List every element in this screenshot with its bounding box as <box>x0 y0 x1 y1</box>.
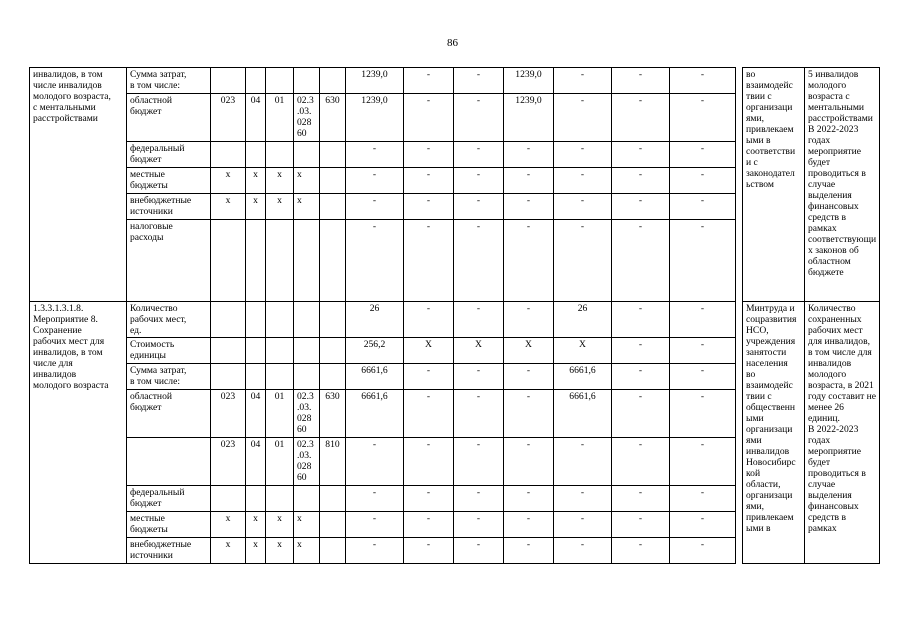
cell-y2018: - <box>454 220 504 302</box>
cell-y2017: - <box>404 390 454 438</box>
cell-grbs: х <box>211 168 246 194</box>
cell-y2022: - <box>670 220 736 302</box>
cell-y2019: - <box>504 438 554 486</box>
cell-y2021: - <box>612 194 670 220</box>
cell-y2020: - <box>554 538 612 564</box>
executor-cell: Минтруда и соцразвития НСО, учреждения занятости населения во взаимодейс твии с общественн ыми организаци ями инвалидов Новосибирс кой области, организаци ями, привлекаем ыми в <box>743 302 805 564</box>
cell-pr <box>266 220 294 302</box>
gap-cell <box>736 302 743 338</box>
cell-rz: 04 <box>246 438 266 486</box>
cell-rz: х <box>246 168 266 194</box>
cell-total: 6661,6 <box>346 390 404 438</box>
funding-source-label: внебюджетные источники <box>127 194 211 220</box>
cell-y2020: - <box>554 142 612 168</box>
cell-csr: х <box>294 168 320 194</box>
cell-y2019: 1239,0 <box>504 68 554 94</box>
cell-pr: 01 <box>266 438 294 486</box>
cell-rz: 04 <box>246 390 266 438</box>
cell-y2021: - <box>612 364 670 390</box>
cell-y2018: - <box>454 538 504 564</box>
cell-y2021: - <box>612 142 670 168</box>
cell-y2019: Х <box>504 338 554 364</box>
cell-total: - <box>346 438 404 486</box>
cell-y2020: 26 <box>554 302 612 338</box>
cell-vr <box>320 302 346 338</box>
cell-rz: х <box>246 194 266 220</box>
cell-rz: х <box>246 538 266 564</box>
cell-y2021: - <box>612 512 670 538</box>
cell-csr <box>294 338 320 364</box>
cell-y2018: - <box>454 438 504 486</box>
cell-grbs <box>211 364 246 390</box>
cell-y2018: - <box>454 390 504 438</box>
cell-csr: х <box>294 538 320 564</box>
cell-csr: х <box>294 512 320 538</box>
cell-grbs: 023 <box>211 94 246 142</box>
gap-cell <box>736 438 743 486</box>
cell-y2018: - <box>454 142 504 168</box>
cell-y2019: - <box>504 220 554 302</box>
cell-rz <box>246 302 266 338</box>
cell-pr <box>266 302 294 338</box>
cell-y2018: Х <box>454 338 504 364</box>
cell-vr: 630 <box>320 390 346 438</box>
cell-pr: х <box>266 512 294 538</box>
cell-csr: 02.3 .03. 028 60 <box>294 438 320 486</box>
cell-y2018: - <box>454 512 504 538</box>
cell-y2022: - <box>670 512 736 538</box>
cell-y2020: 6661,6 <box>554 390 612 438</box>
cell-y2019: - <box>504 302 554 338</box>
cell-grbs: х <box>211 194 246 220</box>
cell-y2017: - <box>404 438 454 486</box>
cell-y2022: - <box>670 194 736 220</box>
cell-y2022: - <box>670 94 736 142</box>
cell-y2018: - <box>454 302 504 338</box>
cell-y2019: - <box>504 142 554 168</box>
funding-source-label: местные бюджеты <box>127 512 211 538</box>
cell-pr: х <box>266 538 294 564</box>
cell-vr <box>320 194 346 220</box>
cell-y2020: - <box>554 220 612 302</box>
cell-grbs: 023 <box>211 390 246 438</box>
expected-result-cell: Количество сохраненных рабочих мест для инвалидов, в том числе для инвалидов молодого возраста, в 2021 году составит не менее 26 единиц. В 2022-2023 годах мероприятие будет проводиться в случае выделения финансовых средств в рамках <box>805 302 880 564</box>
cell-y2020: Х <box>554 338 612 364</box>
cell-rz <box>246 364 266 390</box>
cell-y2021: - <box>612 438 670 486</box>
cell-grbs: 023 <box>211 438 246 486</box>
cell-y2019: - <box>504 512 554 538</box>
cell-y2022: - <box>670 486 736 512</box>
cell-y2017: Х <box>404 338 454 364</box>
gap-cell <box>736 338 743 364</box>
cell-y2019: - <box>504 390 554 438</box>
cell-y2022: - <box>670 390 736 438</box>
cell-y2022: - <box>670 168 736 194</box>
cell-vr <box>320 364 346 390</box>
cell-y2018: - <box>454 194 504 220</box>
cell-y2022: - <box>670 302 736 338</box>
cell-y2018: - <box>454 168 504 194</box>
cell-y2017: - <box>404 94 454 142</box>
cell-total: - <box>346 194 404 220</box>
page-number: 86 <box>447 37 458 49</box>
gap-cell <box>736 220 743 302</box>
cell-total: - <box>346 512 404 538</box>
cell-vr <box>320 142 346 168</box>
program-table <box>29 67 880 564</box>
cell-total: 6661,6 <box>346 364 404 390</box>
cell-y2019: 1239,0 <box>504 94 554 142</box>
funding-source-label: налоговые расходы <box>127 220 211 302</box>
cell-y2022: - <box>670 438 736 486</box>
funding-source-label: областной бюджет <box>127 94 211 142</box>
cell-rz <box>246 486 266 512</box>
cell-y2017: - <box>404 68 454 94</box>
funding-source-label: федеральный бюджет <box>127 142 211 168</box>
cell-pr <box>266 68 294 94</box>
funding-source-label: внебюджетные источники <box>127 538 211 564</box>
cell-vr: 630 <box>320 94 346 142</box>
cell-y2017: - <box>404 168 454 194</box>
cell-csr <box>294 486 320 512</box>
cell-y2020: - <box>554 194 612 220</box>
cell-y2020: - <box>554 94 612 142</box>
cell-grbs <box>211 338 246 364</box>
cell-y2021: - <box>612 302 670 338</box>
cell-y2019: - <box>504 194 554 220</box>
funding-source-label: местные бюджеты <box>127 168 211 194</box>
cell-y2021: - <box>612 94 670 142</box>
cell-y2021: - <box>612 68 670 94</box>
cell-csr: 02.3 .03. 028 60 <box>294 390 320 438</box>
cell-grbs <box>211 142 246 168</box>
cell-total: - <box>346 220 404 302</box>
cell-csr <box>294 302 320 338</box>
cell-rz: х <box>246 512 266 538</box>
cell-y2021: - <box>612 338 670 364</box>
gap-cell <box>736 390 743 438</box>
funding-source-label: Сумма затрат, в том числе: <box>127 364 211 390</box>
cell-csr <box>294 142 320 168</box>
cell-pr: х <box>266 194 294 220</box>
cell-pr <box>266 364 294 390</box>
cell-rz <box>246 68 266 94</box>
cell-total: - <box>346 486 404 512</box>
cell-vr <box>320 338 346 364</box>
cell-y2021: - <box>612 220 670 302</box>
expected-result-cell: 5 инвалидов молодого возраста с ментальными расстройствами В 2022-2023 годах мероприятие будет проводиться в случае выделения финансовых средств в рамках соответствующи х законов об областном бюджете <box>805 68 880 302</box>
cell-rz <box>246 338 266 364</box>
cell-y2020: - <box>554 486 612 512</box>
gap-cell <box>736 68 743 94</box>
cell-pr: 01 <box>266 390 294 438</box>
cell-csr: х <box>294 194 320 220</box>
cell-grbs <box>211 302 246 338</box>
measure-block-8 <box>30 302 880 564</box>
cell-total: 1239,0 <box>346 68 404 94</box>
cell-rz <box>246 142 266 168</box>
gap-cell <box>736 512 743 538</box>
cell-vr <box>320 538 346 564</box>
gap-cell <box>736 142 743 168</box>
funding-source-label <box>127 438 211 486</box>
gap-cell <box>736 364 743 390</box>
cell-y2021: - <box>612 486 670 512</box>
cell-y2020: - <box>554 512 612 538</box>
cell-total: - <box>346 142 404 168</box>
cell-y2022: - <box>670 538 736 564</box>
cell-total: 1239,0 <box>346 94 404 142</box>
cell-rz: 04 <box>246 94 266 142</box>
cell-grbs <box>211 68 246 94</box>
cell-vr: 810 <box>320 438 346 486</box>
cell-vr <box>320 512 346 538</box>
cell-y2022: - <box>670 338 736 364</box>
cell-vr <box>320 486 346 512</box>
cell-y2019: - <box>504 168 554 194</box>
cell-total: - <box>346 168 404 194</box>
funding-source-label: федеральный бюджет <box>127 486 211 512</box>
executor-cell: во взаимодейс твии с организаци ями, привлекаем ыми в соответстви и с законодател ьством <box>743 68 805 302</box>
cell-pr <box>266 486 294 512</box>
cell-y2021: - <box>612 538 670 564</box>
cell-y2017: - <box>404 512 454 538</box>
cell-y2017: - <box>404 538 454 564</box>
cell-csr <box>294 220 320 302</box>
cell-total: 256,2 <box>346 338 404 364</box>
cell-pr: 01 <box>266 94 294 142</box>
measure-name: инвалидов, в том числе инвалидов молодого возраста, с ментальными расстройствами <box>30 68 127 302</box>
cell-y2020: - <box>554 438 612 486</box>
cell-y2020: 6661,6 <box>554 364 612 390</box>
cell-csr <box>294 364 320 390</box>
cell-y2022: - <box>670 68 736 94</box>
cell-y2019: - <box>504 364 554 390</box>
cell-y2021: - <box>612 168 670 194</box>
gap-cell <box>736 486 743 512</box>
gap-cell <box>736 538 743 564</box>
gap-cell <box>736 94 743 142</box>
gap-cell <box>736 168 743 194</box>
cell-csr: 02.3 .03. 028 60 <box>294 94 320 142</box>
cell-vr <box>320 68 346 94</box>
cell-y2018: - <box>454 486 504 512</box>
cell-grbs: х <box>211 512 246 538</box>
cell-pr: х <box>266 168 294 194</box>
funding-source-label: Стоимость единицы <box>127 338 211 364</box>
cell-pr <box>266 338 294 364</box>
cell-total: - <box>346 538 404 564</box>
cell-y2020: - <box>554 68 612 94</box>
table-row <box>30 68 880 94</box>
cell-y2019: - <box>504 538 554 564</box>
measure-name: 1.3.3.1.3.1.8. Мероприятие 8. Сохранение рабочих мест для инвалидов, в том числе для инвалидов молодого возраста <box>30 302 127 564</box>
cell-y2018: - <box>454 94 504 142</box>
cell-y2017: - <box>404 194 454 220</box>
funding-source-label: областной бюджет <box>127 390 211 438</box>
cell-y2017: - <box>404 220 454 302</box>
cell-y2022: - <box>670 142 736 168</box>
cell-vr <box>320 220 346 302</box>
cell-grbs <box>211 220 246 302</box>
cell-vr <box>320 168 346 194</box>
cell-grbs <box>211 486 246 512</box>
cell-y2017: - <box>404 142 454 168</box>
cell-y2021: - <box>612 390 670 438</box>
cell-y2018: - <box>454 364 504 390</box>
cell-pr <box>266 142 294 168</box>
gap-cell <box>736 194 743 220</box>
cell-y2020: - <box>554 168 612 194</box>
cell-y2017: - <box>404 364 454 390</box>
cell-grbs: х <box>211 538 246 564</box>
cell-y2017: - <box>404 486 454 512</box>
cell-y2017: - <box>404 302 454 338</box>
cell-y2022: - <box>670 364 736 390</box>
measure-block-7 <box>30 68 880 302</box>
cell-y2019: - <box>504 486 554 512</box>
table-row <box>30 302 880 338</box>
funding-source-label: Сумма затрат, в том числе: <box>127 68 211 94</box>
cell-y2018: - <box>454 68 504 94</box>
cell-csr <box>294 68 320 94</box>
cell-total: 26 <box>346 302 404 338</box>
funding-source-label: Количество рабочих мест, ед. <box>127 302 211 338</box>
cell-rz <box>246 220 266 302</box>
